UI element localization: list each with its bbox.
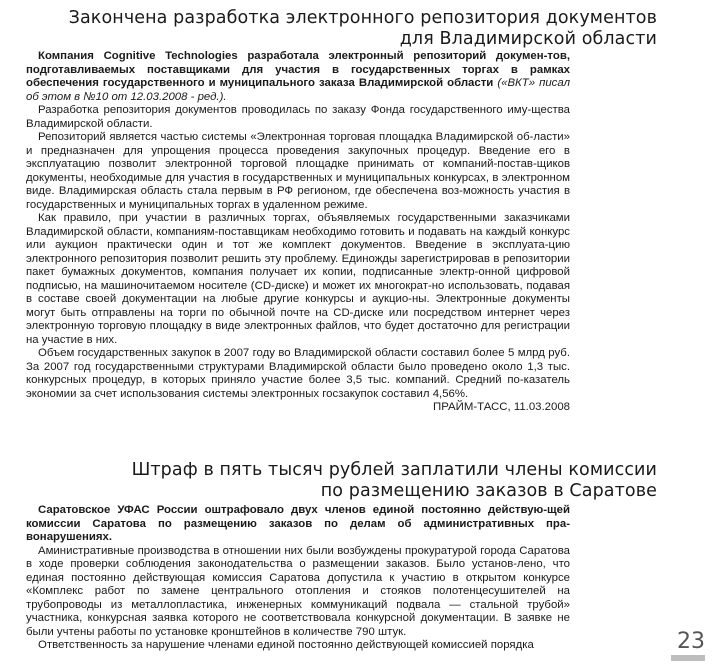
article1-paragraph: Объем государственных закупок в 2007 году во Владимирской области составил более 5 млрд руб. За 2007 год государственными структурами Владимирской области было проведено около 1,3 тыс. конкурсных процедур, в которых приняло участие более 3,5 тыс. компаний. Средний по-казатель экономии за счет использования системы электронных госзакупок составил 4,56%. [26, 347, 570, 400]
article1-headline-line1: Закончена разработка электронного репозитория документов [68, 8, 657, 28]
article1-source: ПРАЙМ-ТАСС, 11.03.2008 [433, 401, 570, 413]
article1-paragraph: Разработка репозитория документов проводилась по заказу Фонда государственного иму-щества Владимирской области. [26, 104, 570, 130]
article2-headline [132, 460, 657, 502]
article2-lead: Саратовское УФАС России оштрафовало двух членов единой постоянно действую-щей комиссии Саратова по размещению заказов по делам об административных пра-вонарушениях. [26, 504, 570, 543]
article1-lead-note: («ВКТ» писал об этом в №10 от 12.03.2008 - ред.). [26, 77, 570, 103]
article2-body [26, 504, 570, 653]
article2-headline-line1: Штраф в пять тысяч рублей заплатили члены комиссии [131, 460, 657, 480]
article1-lead-text: Компания Cognitive Technologies разработала электронный репозиторий докумен-тов, подготавливаемых поставщиками для участия в государственных торгах в рамках обеспечения государственного и муниципального заказа Владимирской области [26, 50, 570, 89]
article1-body [26, 50, 570, 415]
page-number: 23 [677, 629, 705, 654]
article1-lead [26, 50, 570, 104]
article1-paragraph: Как правило, при участии в различных торгах, объявляемых государственными заказчиками Владимирской области, компаниям-поставщикам необходимо готовить и подавать на каждый конкурс или аукцион практически один и тот же комплект документов. Введение в эксплуата-цию электронного репозитория позволит решить эту проблему. Единожды зарегистрировав в репозитории пакет бумажных документов, компания получает их копии, подписанные электр-онной цифровой подписью, на машиночитаемом носителе (CD-диске) и может их многократ-но использовать, подавая в составе своей документации на любые другие конкурсы и аукцио-ны. Электронные документы могут быть отправлены на торги по обычной почте на CD-диске или посредством интернет через электронную торговую площадку в виде электронных файлов, что будет достаточно для регистрации на участие в них. [26, 212, 570, 346]
article2-paragraph: Аминистративные производства в отношении них были возбуждены прокуратурой города Саратова в ходе проверки соблюдения законодательства о размещении заказов. Было установ-лено, что единая постоянно действующая комиссия Саратова допустила к участию в открытом конкурсе «Комплекс работ по замене центрального отопления и стояков полотенцесушителей на трубопроводы из металлопластика, инженерных коммуникаций подвала — стальной трубой» участника, конкурсная заявка которого не соответствовала конкурсной документации. В заявке не были учтены работы по установке кронштейнов в количестве 790 штук. [26, 544, 570, 638]
page-number-underline [671, 655, 705, 661]
article1-headline-line2: для Владимирской области [399, 29, 657, 49]
article1-paragraph: Репозиторий является частью системы «Электронная торговая площадка Владимирской об-ласти» и предназначен для упрощения процесса проведения закупочных процедур. Введение его в эксплуатацию позволит электронной торговой площадке принимать от компаний-постав-щиков документы, необходимые для участия в государственных и муниципальных конкурсах, в электронном виде. Владимирская область стала первым в РФ регионом, где обеспечена воз-можность участия в государственных и муниципальных торгах в удаленном режиме. [26, 131, 570, 211]
article1-headline [69, 8, 657, 50]
article2-paragraph: Ответственность за нарушение членами единой постоянно действующей комиссией порядка [38, 639, 534, 651]
article2-headline-line2: по размещению заказов в Саратове [320, 481, 657, 501]
